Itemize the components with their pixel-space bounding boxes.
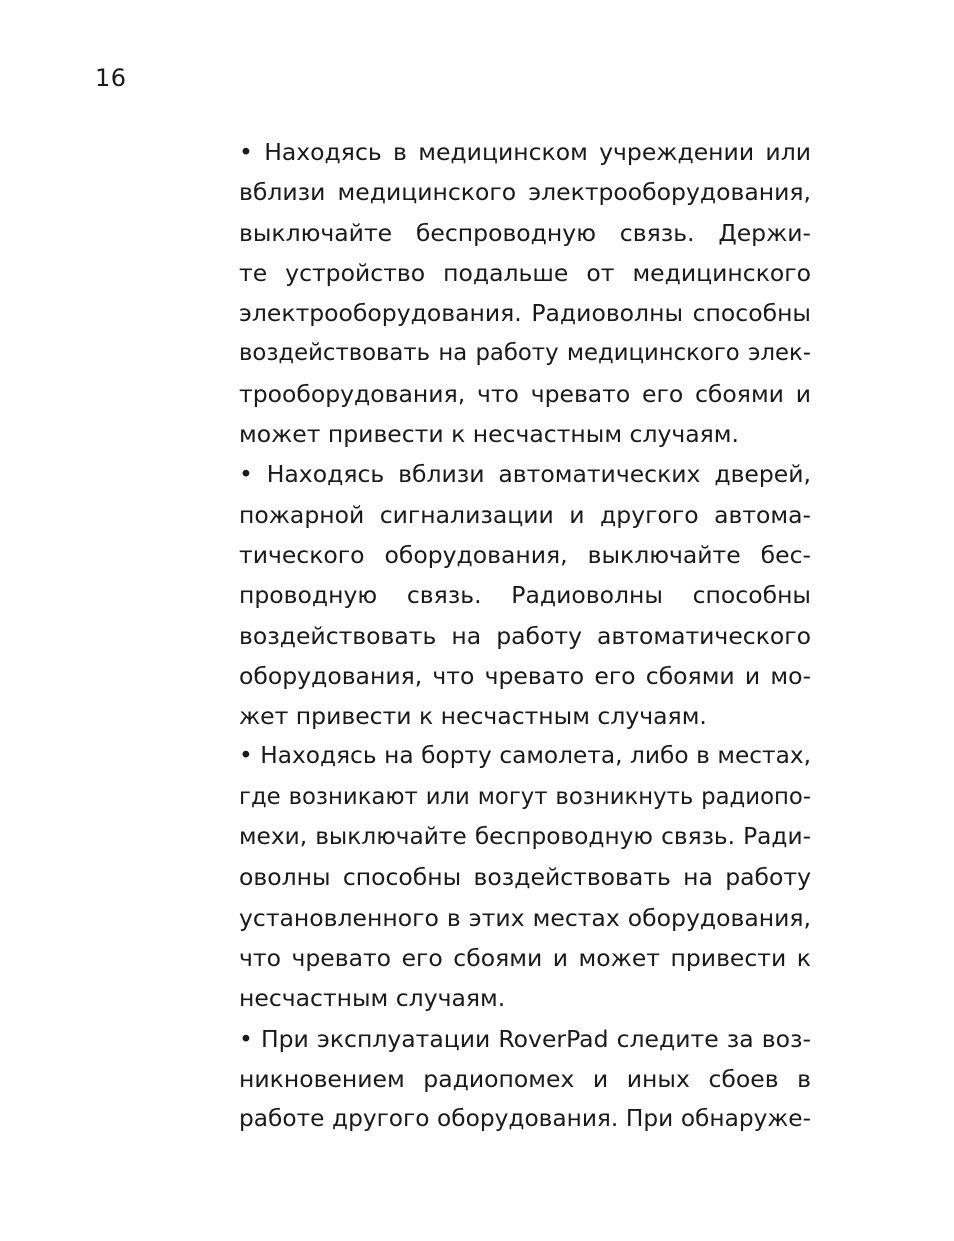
text-line: трооборудования, что чревато его сбоями и (239, 379, 811, 408)
text-line: • Находясь на борту самолета, либо в местах, (239, 742, 811, 770)
text-line: тического оборудования, выключайте бес- (239, 540, 811, 569)
text-line: может привести к несчастным случаям. (239, 420, 739, 449)
text-line: те устройство подальше от медицинского (239, 258, 811, 287)
text-line: оборудования, что чревато его сбоями и мо- (239, 661, 811, 690)
text-line: воздействовать на работу автоматического (239, 621, 811, 650)
text-line: где возникают или могут возникнуть радиопо- (239, 783, 811, 810)
body-text (239, 132, 811, 1139)
text-line: проводную связь. Радиоволны способны (239, 581, 811, 610)
text-line: • Находясь в медицинском учреждении или (239, 138, 811, 166)
text-line: установленного в этих местах оборудования, (239, 903, 811, 932)
text-line: что чревато его сбоями и может привести к (239, 943, 811, 972)
text-line: воздействовать на работу медицинского элек- (239, 340, 811, 367)
text-line: вблизи медицинского электрооборудования, (239, 178, 811, 207)
text-line: оволны способны воздействовать на работу (239, 863, 811, 892)
text-line: жет привести к несчастным случаям. (239, 702, 707, 731)
page-number: 16 (95, 64, 127, 92)
text-line: работе другого оборудования. При обнаруже- (239, 1105, 811, 1133)
text-line: мехи, выключайте беспроводную связь. Ради- (239, 823, 811, 851)
text-line: • Находясь вблизи автоматических дверей, (239, 460, 811, 489)
text-line: никновением радиопомех и иных сбоев в (239, 1064, 811, 1093)
text-line: • При эксплуатации RoverPad следите за воз- (239, 1024, 811, 1053)
text-line: электрооборудования. Радиоволны способны (239, 299, 811, 328)
text-line: несчастным случаям. (239, 984, 506, 1013)
text-line: выключайте беспроводную связь. Держи- (239, 218, 811, 247)
text-line: пожарной сигнализации и другого автома- (239, 500, 811, 529)
